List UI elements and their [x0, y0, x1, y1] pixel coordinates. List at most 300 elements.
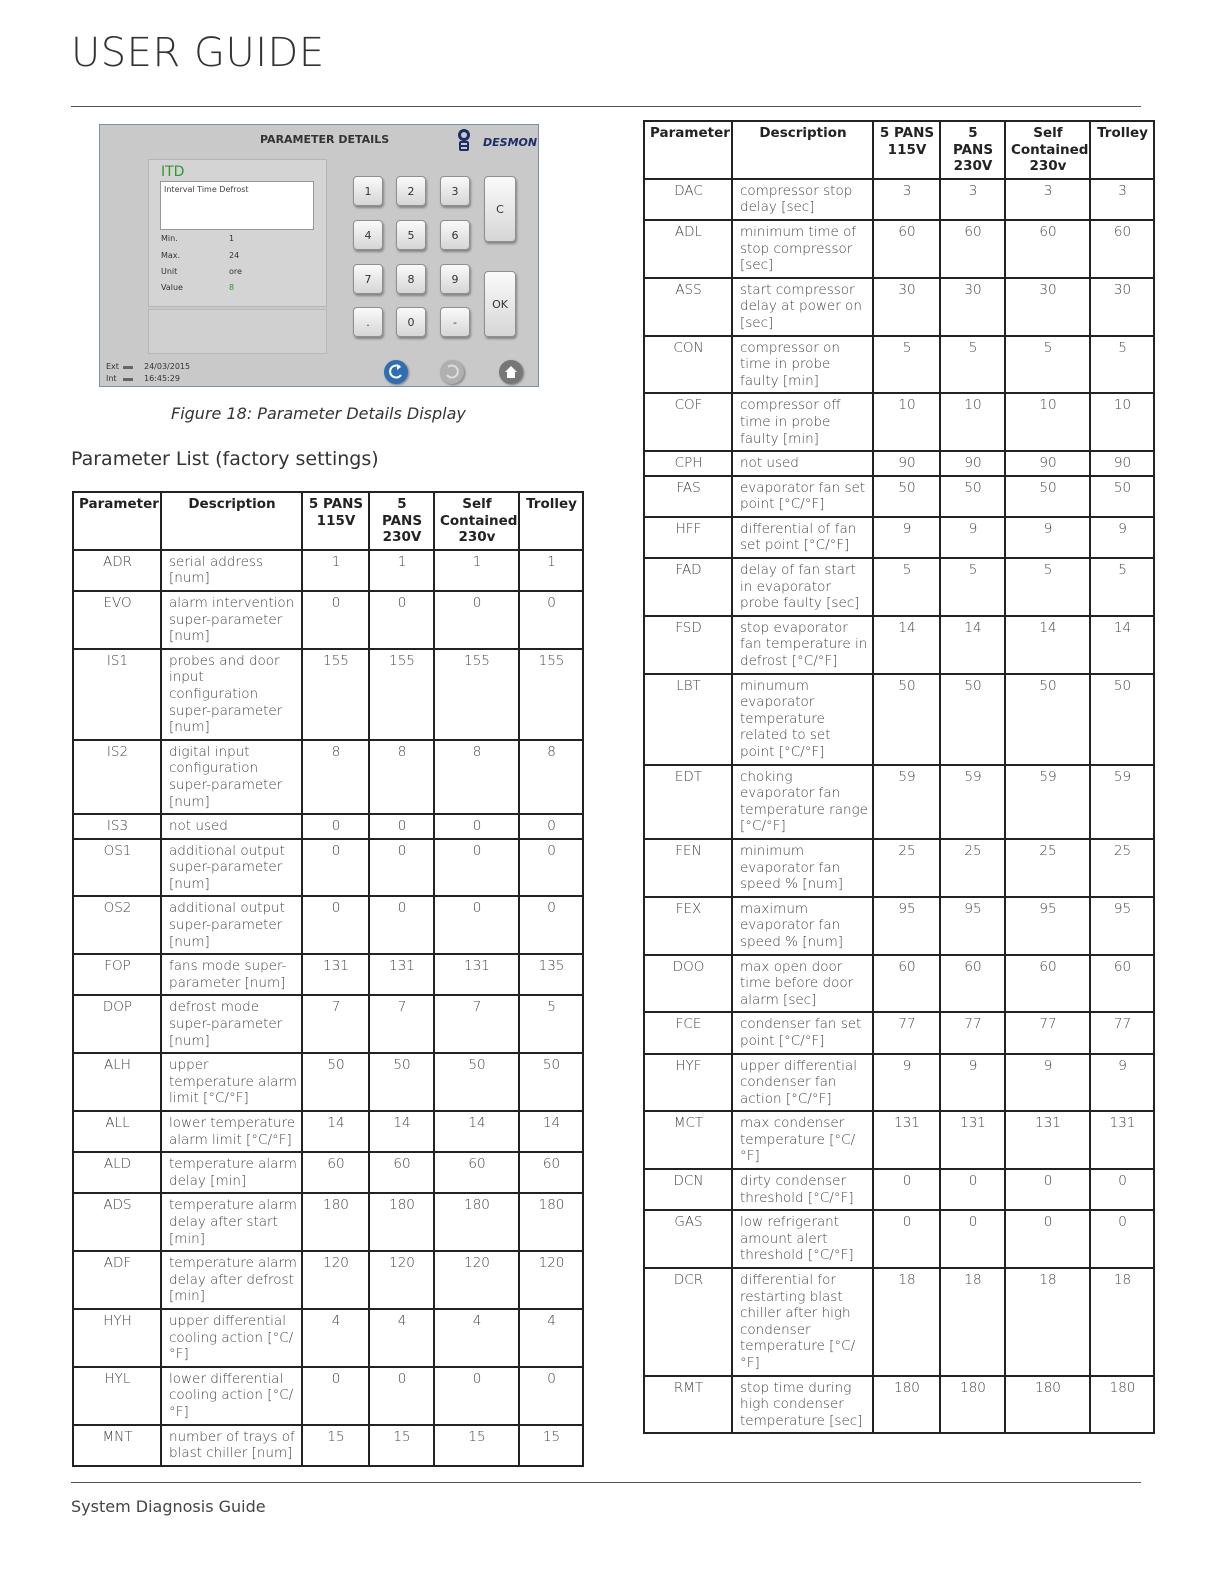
value-trolley-cell: 0: [519, 591, 583, 649]
param-code-cell: OS2: [73, 896, 161, 954]
param-description-cell: digital input configuration super-parameter [num]: [161, 740, 302, 814]
value-self-contained-cell: 59: [1005, 765, 1090, 839]
value-230v-cell: 9: [940, 517, 1005, 558]
param-code-cell: ADL: [644, 220, 732, 278]
table-row: [73, 1425, 583, 1466]
value-115v-cell: 59: [873, 765, 940, 839]
value-trolley-cell: 5: [1090, 558, 1154, 616]
col-header-description: Description: [732, 121, 873, 179]
param-description-cell: condenser fan set point [°C/°F]: [732, 1012, 873, 1053]
param-code-cell: DAC: [644, 179, 732, 220]
param-code-cell: ADS: [73, 1193, 161, 1251]
spec-max-value: 24: [229, 251, 240, 260]
value-trolley-cell: 59: [1090, 765, 1154, 839]
table-row: [73, 1251, 583, 1309]
table-row: [73, 1367, 583, 1425]
key-8[interactable]: 8: [396, 264, 426, 294]
ext-label: Ext: [106, 362, 119, 371]
value-self-contained-cell: 14: [434, 1111, 519, 1152]
param-code-cell: CON: [644, 336, 732, 394]
col-header-5pans-230v: 5 PANS 230V: [369, 492, 434, 550]
value-trolley-cell: 131: [1090, 1111, 1154, 1169]
value-230v-cell: 180: [940, 1376, 1005, 1434]
value-trolley-cell: 0: [1090, 1169, 1154, 1210]
col-header-parameter: Parameter: [73, 492, 161, 550]
key-2[interactable]: 2: [396, 176, 426, 206]
value-115v-cell: 25: [873, 839, 940, 897]
param-code-cell: ALD: [73, 1152, 161, 1193]
table-row: [644, 1012, 1154, 1053]
param-description-cell: upper differential condenser fan action [°C/°F]: [732, 1054, 873, 1112]
param-description-cell: stop evaporator fan temperature in defrost [°C/°F]: [732, 616, 873, 674]
table-row: [73, 1053, 583, 1111]
key-3[interactable]: 3: [440, 176, 470, 206]
value-trolley-cell: 18: [1090, 1268, 1154, 1376]
param-description-cell: lower temperature alarm limit [°C/°F]: [161, 1111, 302, 1152]
value-230v-cell: 15: [369, 1425, 434, 1466]
value-self-contained-cell: 5: [1005, 558, 1090, 616]
param-code-cell: RMT: [644, 1376, 732, 1434]
value-trolley-cell: 180: [519, 1193, 583, 1251]
value-trolley-cell: 14: [1090, 616, 1154, 674]
spec-min-label: Min.: [161, 234, 178, 243]
value-self-contained-cell: 60: [434, 1152, 519, 1193]
page-title: USER GUIDE: [71, 30, 325, 76]
param-description-cell: number of trays of blast chiller [num]: [161, 1425, 302, 1466]
table-row: [644, 393, 1154, 451]
value-230v-cell: 50: [940, 674, 1005, 765]
brand-emblem-icon: [455, 128, 473, 152]
param-code-cell: MNT: [73, 1425, 161, 1466]
parameter-details-screenshot: [99, 124, 539, 387]
value-115v-cell: 10: [873, 393, 940, 451]
table-row: [73, 550, 583, 591]
value-trolley-cell: 90: [1090, 451, 1154, 476]
param-code-cell: DOP: [73, 995, 161, 1053]
value-230v-cell: 131: [369, 954, 434, 995]
value-230v-cell: 9: [940, 1054, 1005, 1112]
value-230v-cell: 25: [940, 839, 1005, 897]
param-code-cell: DCN: [644, 1169, 732, 1210]
value-115v-cell: 3: [873, 179, 940, 220]
value-self-contained-cell: 90: [1005, 451, 1090, 476]
col-header-description: Description: [161, 492, 302, 550]
value-115v-cell: 60: [302, 1152, 369, 1193]
param-description-cell: evaporator fan set point [°C/°F]: [732, 476, 873, 517]
home-icon: [499, 360, 523, 384]
param-description-cell: stop time during high condenser temperature [sec]: [732, 1376, 873, 1434]
value-230v-cell: 10: [940, 393, 1005, 451]
key-1[interactable]: 1: [353, 176, 383, 206]
value-230v-cell: 1: [369, 550, 434, 591]
int-indicator: [123, 378, 133, 381]
table-row: [644, 476, 1154, 517]
param-code-cell: FAS: [644, 476, 732, 517]
value-self-contained-cell: 0: [434, 814, 519, 839]
forward-arrow-icon: [440, 360, 464, 384]
table-row: [73, 1309, 583, 1367]
param-description-cell: minimum evaporator fan speed % [num]: [732, 839, 873, 897]
value-115v-cell: 131: [873, 1111, 940, 1169]
value-trolley-cell: 1: [519, 550, 583, 591]
header-divider: [71, 106, 1141, 107]
home-button[interactable]: [499, 360, 523, 384]
value-self-contained-cell: 50: [1005, 476, 1090, 517]
value-trolley-cell: 0: [519, 839, 583, 897]
value-trolley-cell: 50: [1090, 674, 1154, 765]
value-self-contained-cell: 15: [434, 1425, 519, 1466]
value-230v-cell: 59: [940, 765, 1005, 839]
value-115v-cell: 7: [302, 995, 369, 1053]
value-115v-cell: 60: [873, 220, 940, 278]
param-description-cell: delay of fan start in evaporator probe faulty [sec]: [732, 558, 873, 616]
table-row: [644, 220, 1154, 278]
param-description-cell: additional output super-parameter [num]: [161, 839, 302, 897]
param-description-cell: defrost mode super-parameter [num]: [161, 995, 302, 1053]
param-code-cell: IS3: [73, 814, 161, 839]
value-trolley-cell: 95: [1090, 897, 1154, 955]
value-trolley-cell: 25: [1090, 839, 1154, 897]
param-description-cell: start compressor delay at power on [sec]: [732, 278, 873, 336]
table-row: [644, 179, 1154, 220]
param-description-cell: alarm intervention super-parameter [num]: [161, 591, 302, 649]
value-self-contained-cell: 155: [434, 649, 519, 740]
value-115v-cell: 50: [873, 674, 940, 765]
value-230v-cell: 50: [369, 1053, 434, 1111]
param-description-cell: fans mode super-parameter [num]: [161, 954, 302, 995]
param-code-cell: IS1: [73, 649, 161, 740]
table-row: [644, 674, 1154, 765]
value-self-contained-cell: 180: [1005, 1376, 1090, 1434]
param-code-cell: ALL: [73, 1111, 161, 1152]
value-trolley-cell: 0: [1090, 1210, 1154, 1268]
value-230v-cell: 60: [940, 220, 1005, 278]
clear-button[interactable]: C: [484, 176, 516, 242]
param-code-cell: IS2: [73, 740, 161, 814]
param-code-cell: ASS: [644, 278, 732, 336]
param-description-cell: lower differential cooling action [°C/°F]: [161, 1367, 302, 1425]
table-row: [73, 740, 583, 814]
value-230v-cell: 30: [940, 278, 1005, 336]
table-row: [73, 814, 583, 839]
parameter-description: Interval Time Defrost: [164, 185, 249, 194]
parameter-table-left: [72, 491, 584, 1467]
col-header-trolley: Trolley: [1090, 121, 1154, 179]
value-230v-cell: 5: [940, 336, 1005, 394]
col-header-self-contained: Self Contained 230v: [1005, 121, 1090, 179]
param-description-cell: upper temperature alarm limit [°C/°F]: [161, 1053, 302, 1111]
value-115v-cell: 131: [302, 954, 369, 995]
value-trolley-cell: 8: [519, 740, 583, 814]
value-trolley-cell: 77: [1090, 1012, 1154, 1053]
ok-button[interactable]: OK: [484, 271, 516, 337]
param-code-cell: OS1: [73, 839, 161, 897]
spec-min-value: 1: [229, 234, 235, 243]
table-row: [644, 517, 1154, 558]
value-230v-cell: 0: [369, 591, 434, 649]
value-230v-cell: 0: [369, 814, 434, 839]
value-self-contained-cell: 30: [1005, 278, 1090, 336]
table-row: [644, 1376, 1154, 1434]
value-115v-cell: 0: [302, 1367, 369, 1425]
spec-value-label: Value: [161, 283, 183, 292]
param-code-cell: FEN: [644, 839, 732, 897]
value-115v-cell: 1: [302, 550, 369, 591]
table-row: [73, 1193, 583, 1251]
table-row: [644, 765, 1154, 839]
param-code-cell: COF: [644, 393, 732, 451]
value-115v-cell: 90: [873, 451, 940, 476]
value-trolley-cell: 155: [519, 649, 583, 740]
table-row: [644, 558, 1154, 616]
param-code-cell: EVO: [73, 591, 161, 649]
param-description-cell: serial address [num]: [161, 550, 302, 591]
value-trolley-cell: 10: [1090, 393, 1154, 451]
value-self-contained-cell: 95: [1005, 897, 1090, 955]
value-trolley-cell: 135: [519, 954, 583, 995]
table-row: [73, 995, 583, 1053]
value-115v-cell: 14: [302, 1111, 369, 1152]
value-trolley-cell: 50: [1090, 476, 1154, 517]
back-button[interactable]: [384, 360, 408, 384]
value-230v-cell: 77: [940, 1012, 1005, 1053]
value-trolley-cell: 9: [1090, 517, 1154, 558]
value-230v-cell: 180: [369, 1193, 434, 1251]
param-description-cell: compressor off time in probe faulty [min]: [732, 393, 873, 451]
table-row: [73, 1152, 583, 1193]
col-header-parameter: Parameter: [644, 121, 732, 179]
value-115v-cell: 5: [873, 336, 940, 394]
key-4[interactable]: 4: [353, 220, 383, 250]
key-0[interactable]: 0: [396, 307, 426, 337]
value-230v-cell: 14: [940, 616, 1005, 674]
param-description-cell: compressor on time in probe faulty [min]: [732, 336, 873, 394]
value-230v-cell: 95: [940, 897, 1005, 955]
value-self-contained-cell: 0: [1005, 1169, 1090, 1210]
param-code-cell: GAS: [644, 1210, 732, 1268]
param-code-cell: LBT: [644, 674, 732, 765]
footer-text: System Diagnosis Guide: [71, 1497, 266, 1516]
value-self-contained-cell: 120: [434, 1251, 519, 1309]
value-115v-cell: 4: [302, 1309, 369, 1367]
value-trolley-cell: 60: [519, 1152, 583, 1193]
table-row: [644, 1054, 1154, 1112]
key-7[interactable]: 7: [353, 264, 383, 294]
key-6[interactable]: 6: [440, 220, 470, 250]
value-self-contained-cell: 0: [434, 839, 519, 897]
parameter-info-box: [148, 159, 327, 307]
value-115v-cell: 0: [302, 814, 369, 839]
value-trolley-cell: 9: [1090, 1054, 1154, 1112]
table-header-row: [73, 492, 583, 550]
col-header-5pans-115v: 5 PANS 115V: [873, 121, 940, 179]
param-description-cell: temperature alarm delay after defrost [min]: [161, 1251, 302, 1309]
value-115v-cell: 15: [302, 1425, 369, 1466]
value-self-contained-cell: 131: [434, 954, 519, 995]
value-230v-cell: 60: [369, 1152, 434, 1193]
value-trolley-cell: 30: [1090, 278, 1154, 336]
status-time: 16:45:29: [144, 374, 180, 383]
table-row: [644, 1169, 1154, 1210]
value-230v-cell: 8: [369, 740, 434, 814]
value-115v-cell: 50: [873, 476, 940, 517]
value-230v-cell: 90: [940, 451, 1005, 476]
spec-current-value: 8: [229, 283, 235, 292]
value-115v-cell: 8: [302, 740, 369, 814]
spec-unit-value: ore: [229, 267, 242, 276]
table-row: [73, 1111, 583, 1152]
param-description-cell: max open door time before door alarm [sec]: [732, 955, 873, 1013]
value-115v-cell: 0: [302, 896, 369, 954]
param-code-cell: CPH: [644, 451, 732, 476]
value-115v-cell: 180: [873, 1376, 940, 1434]
param-description-cell: max condenser temperature [°C/°F]: [732, 1111, 873, 1169]
value-self-contained-cell: 1: [434, 550, 519, 591]
col-header-trolley: Trolley: [519, 492, 583, 550]
param-description-cell: temperature alarm delay [min]: [161, 1152, 302, 1193]
param-description-cell: not used: [161, 814, 302, 839]
table-row: [644, 897, 1154, 955]
key-5[interactable]: 5: [396, 220, 426, 250]
key-decimal[interactable]: .: [353, 307, 383, 337]
value-230v-cell: 0: [369, 839, 434, 897]
value-self-contained-cell: 60: [1005, 220, 1090, 278]
value-self-contained-cell: 7: [434, 995, 519, 1053]
value-self-contained-cell: 25: [1005, 839, 1090, 897]
value-trolley-cell: 4: [519, 1309, 583, 1367]
param-description-cell: compressor stop delay [sec]: [732, 179, 873, 220]
param-description-cell: not used: [732, 451, 873, 476]
value-115v-cell: 14: [873, 616, 940, 674]
key-9[interactable]: 9: [440, 264, 470, 294]
value-self-contained-cell: 50: [434, 1053, 519, 1111]
value-115v-cell: 120: [302, 1251, 369, 1309]
value-230v-cell: 50: [940, 476, 1005, 517]
spec-max-label: Max.: [161, 251, 181, 260]
param-code-cell: EDT: [644, 765, 732, 839]
value-self-contained-cell: 0: [434, 896, 519, 954]
section-heading: Parameter List (factory settings): [71, 448, 379, 470]
param-description-cell: upper differential cooling action [°C/°F]: [161, 1309, 302, 1367]
value-trolley-cell: 60: [1090, 955, 1154, 1013]
int-label: Int: [106, 374, 117, 383]
value-self-contained-cell: 8: [434, 740, 519, 814]
status-date: 24/03/2015: [144, 362, 191, 371]
value-230v-cell: 3: [940, 179, 1005, 220]
value-self-contained-cell: 60: [1005, 955, 1090, 1013]
param-description-cell: minumum evaporator temperature related to set point [°C/°F]: [732, 674, 873, 765]
param-description-cell: additional output super-parameter [num]: [161, 896, 302, 954]
value-self-contained-cell: 14: [1005, 616, 1090, 674]
value-230v-cell: 7: [369, 995, 434, 1053]
value-trolley-cell: 0: [519, 814, 583, 839]
message-box: [148, 309, 327, 354]
value-self-contained-cell: 9: [1005, 1054, 1090, 1112]
value-trolley-cell: 60: [1090, 220, 1154, 278]
footer-divider: [71, 1482, 1141, 1483]
param-code-cell: DCR: [644, 1268, 732, 1376]
value-115v-cell: 0: [302, 839, 369, 897]
value-230v-cell: 18: [940, 1268, 1005, 1376]
param-code-cell: HFF: [644, 517, 732, 558]
value-self-contained-cell: 5: [1005, 336, 1090, 394]
forward-button[interactable]: [440, 360, 464, 384]
value-230v-cell: 60: [940, 955, 1005, 1013]
value-230v-cell: 0: [369, 896, 434, 954]
table-row: [644, 1210, 1154, 1268]
value-115v-cell: 50: [302, 1053, 369, 1111]
value-self-contained-cell: 0: [434, 1367, 519, 1425]
table-row: [73, 649, 583, 740]
value-self-contained-cell: 10: [1005, 393, 1090, 451]
table-row: [644, 278, 1154, 336]
value-115v-cell: 0: [873, 1210, 940, 1268]
value-115v-cell: 77: [873, 1012, 940, 1053]
table-row: [644, 955, 1154, 1013]
value-115v-cell: 0: [873, 1169, 940, 1210]
param-description-cell: temperature alarm delay after start [min]: [161, 1193, 302, 1251]
table-row: [73, 896, 583, 954]
value-self-contained-cell: 0: [434, 591, 519, 649]
value-trolley-cell: 180: [1090, 1376, 1154, 1434]
back-arrow-icon: [384, 360, 408, 384]
value-self-contained-cell: 18: [1005, 1268, 1090, 1376]
table-row: [73, 591, 583, 649]
param-description-cell: differential for restarting blast chiller after high condenser temperature [°C/°F]: [732, 1268, 873, 1376]
value-trolley-cell: 15: [519, 1425, 583, 1466]
value-115v-cell: 60: [873, 955, 940, 1013]
param-code-cell: ADF: [73, 1251, 161, 1309]
param-code-cell: FCE: [644, 1012, 732, 1053]
param-code-cell: FEX: [644, 897, 732, 955]
value-trolley-cell: 5: [519, 995, 583, 1053]
value-self-contained-cell: 180: [434, 1193, 519, 1251]
value-230v-cell: 0: [940, 1169, 1005, 1210]
value-230v-cell: 0: [369, 1367, 434, 1425]
value-115v-cell: 155: [302, 649, 369, 740]
param-code-cell: ALH: [73, 1053, 161, 1111]
value-self-contained-cell: 3: [1005, 179, 1090, 220]
value-trolley-cell: 120: [519, 1251, 583, 1309]
parameter-table-right: [643, 120, 1155, 1434]
value-230v-cell: 120: [369, 1251, 434, 1309]
key-minus[interactable]: -: [440, 307, 470, 337]
parameter-description-box: [160, 181, 314, 230]
table-row: [644, 1268, 1154, 1376]
param-description-cell: minimum time of stop compressor [sec]: [732, 220, 873, 278]
value-115v-cell: 9: [873, 1054, 940, 1112]
param-code-cell: FSD: [644, 616, 732, 674]
table-row: [644, 1111, 1154, 1169]
value-230v-cell: 14: [369, 1111, 434, 1152]
value-trolley-cell: 50: [519, 1053, 583, 1111]
table-row: [73, 839, 583, 897]
param-description-cell: dirty condenser threshold [°C/°F]: [732, 1169, 873, 1210]
value-115v-cell: 180: [302, 1193, 369, 1251]
value-230v-cell: 0: [940, 1210, 1005, 1268]
value-self-contained-cell: 0: [1005, 1210, 1090, 1268]
value-115v-cell: 95: [873, 897, 940, 955]
screen-title: PARAMETER DETAILS: [260, 133, 390, 146]
table-row: [644, 336, 1154, 394]
value-115v-cell: 30: [873, 278, 940, 336]
param-description-cell: probes and door input configuration super-parameter [num]: [161, 649, 302, 740]
param-description-cell: low refrigerant amount alert threshold [°C/°F]: [732, 1210, 873, 1268]
param-code-cell: MCT: [644, 1111, 732, 1169]
value-trolley-cell: 0: [519, 896, 583, 954]
param-code-cell: ADR: [73, 550, 161, 591]
col-header-5pans-230v: 5 PANS 230V: [940, 121, 1005, 179]
